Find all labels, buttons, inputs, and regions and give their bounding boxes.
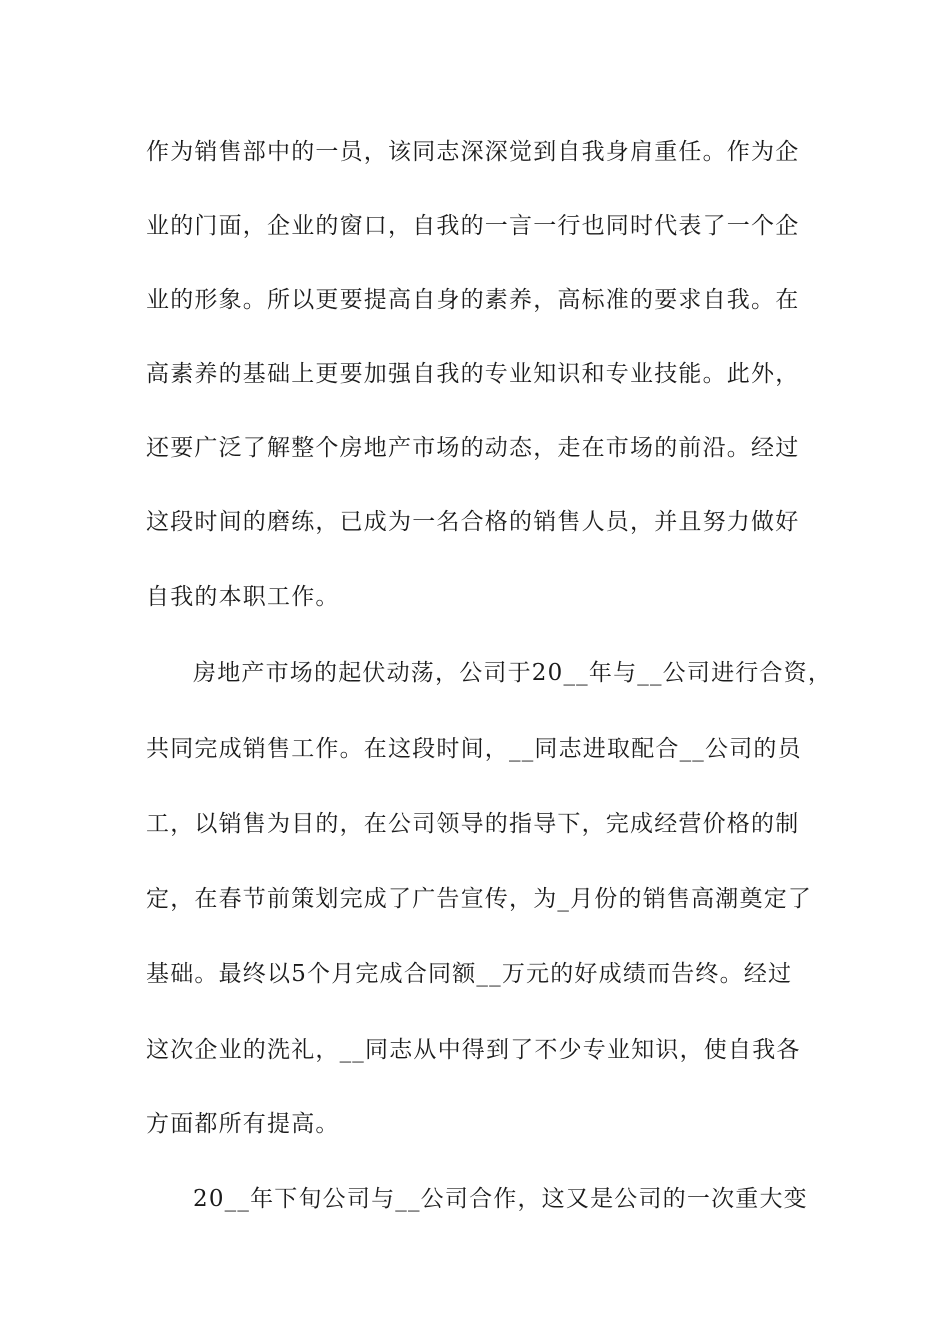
- paragraph-line: 作为销售部中的一员，该同志深深觉到自我身肩重任。作为企: [146, 139, 800, 165]
- paragraph-line: 高素养的基础上更要加强自我的专业知识和专业技能。此外，: [146, 361, 800, 387]
- paragraph-line: 这次企业的洗礼，__同志从中得到了不少专业知识，使自我各: [146, 1037, 801, 1063]
- paragraph-line: 定，在春节前策划完成了广告宣传，为_月份的销售高潮奠定了: [146, 886, 813, 912]
- paragraph-line: 这段时间的磨练，已成为一名合格的销售人员，并且努力做好: [146, 509, 800, 535]
- paragraph-first-line: 房地产市场的起伏动荡，公司于20__年与__公司进行合资，: [193, 660, 833, 686]
- paragraph-line: 自我的本职工作。: [146, 584, 340, 610]
- paragraph-line: 共同完成销售工作。在这段时间，__同志进取配合__公司的员: [146, 736, 802, 762]
- paragraph-line: 基础。最终以5个月完成合同额__万元的好成绩而告终。经过: [146, 961, 793, 987]
- paragraph-line: 业的形象。所以更要提高自身的素养，高标准的要求自我。在: [146, 287, 800, 313]
- paragraph-line: 业的门面，企业的窗口，自我的一言一行也同时代表了一个企: [146, 213, 800, 239]
- paragraph-line: 工，以销售为目的，在公司领导的指导下，完成经营价格的制: [146, 811, 800, 837]
- paragraph-line: 还要广泛了解整个房地产市场的动态，走在市场的前沿。经过: [146, 435, 800, 461]
- paragraph-first-line: 20__年下旬公司与__公司合作，这又是公司的一次重大变: [193, 1186, 808, 1212]
- paragraph-line: 方面都所有提高。: [146, 1111, 340, 1137]
